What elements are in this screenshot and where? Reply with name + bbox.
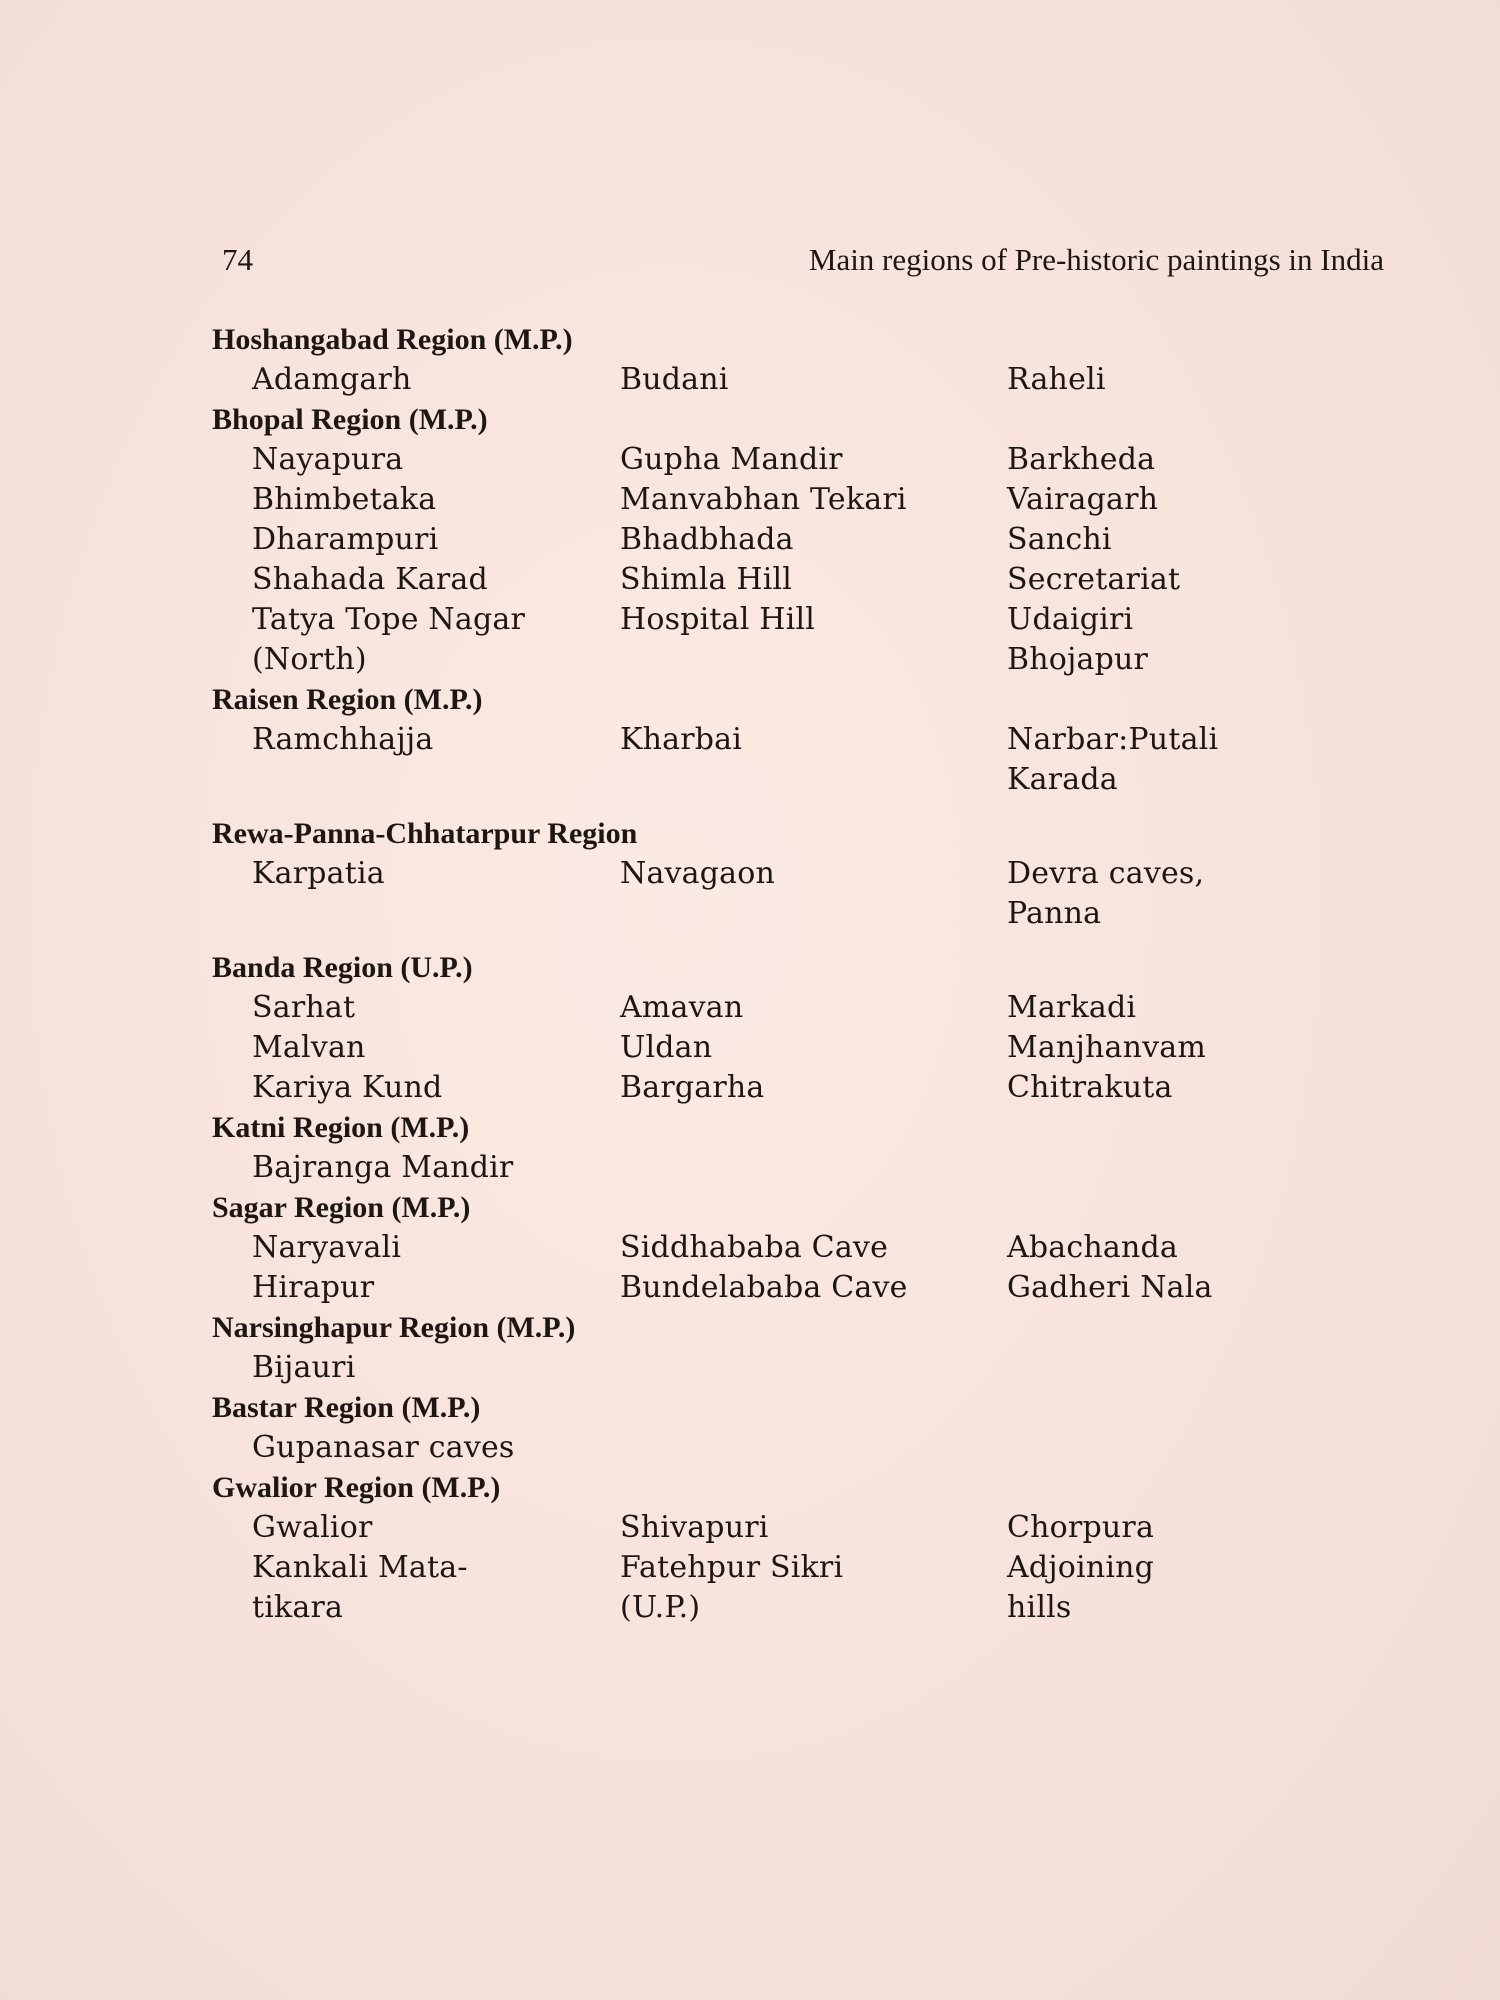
site-name: Gwalior	[252, 1510, 373, 1545]
site-rows	[212, 1348, 1362, 1388]
site-name: Tatya Tope Nagar	[252, 602, 525, 637]
site-name: tikara	[252, 1590, 344, 1625]
site-name: Sanchi	[1007, 522, 1112, 557]
site-row	[252, 894, 1362, 934]
region-section	[212, 1188, 1362, 1308]
site-name: Sarhat	[252, 990, 356, 1025]
region-title: Sagar Region (M.P.)	[212, 1191, 471, 1224]
site-name	[620, 640, 1007, 680]
site-name	[1007, 1428, 1307, 1468]
site-name: Kharbai	[620, 722, 743, 757]
site-name: Barkheda	[1007, 442, 1156, 477]
site-name: Raheli	[1007, 362, 1106, 397]
site-name: Nayapura	[252, 442, 404, 477]
site-name: Ramchhajja	[252, 722, 434, 757]
site-name: Adamgarh	[252, 362, 412, 397]
region-title: Bhopal Region (M.P.)	[212, 403, 488, 436]
page-number: 74	[222, 242, 253, 277]
site-name: Dharampuri	[252, 522, 439, 557]
region-title: Narsinghapur Region (M.P.)	[212, 1311, 576, 1344]
site-name: Karpatia	[252, 856, 385, 891]
site-name: Karada	[1007, 762, 1118, 797]
site-row	[252, 1548, 1362, 1588]
region-title: Hoshangabad Region (M.P.)	[212, 323, 573, 356]
site-name: Shivapuri	[620, 1510, 769, 1545]
site-name: Markadi	[1007, 990, 1137, 1025]
region-section	[212, 1388, 1362, 1468]
site-name	[620, 894, 1007, 934]
site-name	[620, 1428, 1007, 1468]
site-name: Narbar:Putali	[1007, 722, 1219, 757]
region-title: Bastar Region (M.P.)	[212, 1391, 481, 1424]
section-spacer	[212, 800, 1362, 814]
site-rows	[212, 1148, 1362, 1188]
site-name: Amavan	[620, 990, 744, 1025]
site-row	[252, 1268, 1362, 1308]
site-name: Devra caves,	[1007, 856, 1205, 891]
site-name: Abachanda	[1007, 1230, 1178, 1265]
site-name: Bhadbhada	[620, 522, 794, 557]
site-row	[252, 440, 1362, 480]
site-name: Navagaon	[620, 856, 776, 891]
site-name: Siddhababa Cave	[620, 1230, 889, 1265]
site-name: Manjhanvam	[1007, 1030, 1207, 1065]
region-title: Katni Region (M.P.)	[212, 1111, 470, 1144]
site-name: Bargarha	[620, 1070, 765, 1105]
site-name: Bundelababa Cave	[620, 1270, 908, 1305]
site-name	[252, 760, 620, 800]
site-name: Gupha Mandir	[620, 442, 843, 477]
site-row	[252, 640, 1362, 680]
region-section	[212, 814, 1362, 948]
site-name: Kankali Mata-	[252, 1550, 468, 1585]
site-rows	[212, 1428, 1362, 1468]
site-row	[252, 854, 1362, 894]
site-name: Shahada Karad	[252, 562, 488, 597]
site-rows	[212, 988, 1362, 1108]
site-rows	[212, 720, 1362, 800]
region-section	[212, 1308, 1362, 1388]
site-name: Hospital Hill	[620, 602, 816, 637]
site-name: Bhimbetaka	[252, 482, 437, 517]
site-name: Hirapur	[252, 1270, 375, 1305]
site-name: Udaigiri	[1007, 602, 1134, 637]
site-row	[252, 1228, 1362, 1268]
site-name: Gupanasar caves	[252, 1430, 515, 1465]
site-name: Bijauri	[252, 1350, 356, 1385]
site-row	[252, 988, 1362, 1028]
site-name	[620, 1348, 1007, 1388]
region-title: Banda Region (U.P.)	[212, 951, 473, 984]
site-name: Adjoining	[1007, 1550, 1155, 1585]
region-section	[212, 1108, 1362, 1188]
region-section	[212, 680, 1362, 814]
region-title: Rewa-Panna-Chhatarpur Region	[212, 817, 638, 850]
site-row	[252, 720, 1362, 760]
section-spacer	[212, 934, 1362, 948]
site-row	[252, 560, 1362, 600]
site-name: hills	[1007, 1590, 1072, 1625]
site-name	[1007, 1148, 1307, 1188]
site-row	[252, 1068, 1362, 1108]
site-name: Naryavali	[252, 1230, 402, 1265]
site-rows	[212, 1228, 1362, 1308]
site-rows	[212, 854, 1362, 934]
region-title: Gwalior Region (M.P.)	[212, 1471, 501, 1504]
site-row	[252, 360, 1362, 400]
site-row	[252, 1588, 1362, 1628]
site-name	[620, 760, 1007, 800]
region-section	[212, 400, 1362, 680]
site-row	[252, 1028, 1362, 1068]
site-row	[252, 520, 1362, 560]
site-row	[252, 1148, 1362, 1188]
site-name	[620, 1148, 1007, 1188]
site-name: Chitrakuta	[1007, 1070, 1173, 1105]
site-row	[252, 480, 1362, 520]
running-title: Main regions of Pre-historic paintings in India	[808, 242, 1384, 277]
region-section	[212, 1468, 1362, 1628]
site-name: Bhojapur	[1007, 642, 1149, 677]
site-rows	[212, 1508, 1362, 1628]
site-name: Secretariat	[1007, 562, 1181, 597]
site-row	[252, 1348, 1362, 1388]
region-title: Raisen Region (M.P.)	[212, 683, 483, 716]
site-name: Panna	[1007, 896, 1102, 931]
region-section	[212, 320, 1362, 400]
site-row	[252, 1508, 1362, 1548]
page-header	[222, 240, 1384, 280]
site-name: Chorpura	[1007, 1510, 1155, 1545]
site-name: (U.P.)	[620, 1590, 701, 1625]
site-name: Malvan	[252, 1030, 366, 1065]
site-rows	[212, 440, 1362, 680]
site-name: Fatehpur Sikri	[620, 1550, 844, 1585]
region-section	[212, 948, 1362, 1108]
site-name: Budani	[620, 362, 729, 397]
site-row	[252, 600, 1362, 640]
site-name: Kariya Kund	[252, 1070, 443, 1105]
site-row	[252, 760, 1362, 800]
site-name: Uldan	[620, 1030, 713, 1065]
site-name	[252, 894, 620, 934]
site-name: Bajranga Mandir	[252, 1150, 514, 1185]
site-name: Gadheri Nala	[1007, 1270, 1213, 1305]
site-name: Vairagarh	[1007, 482, 1159, 517]
site-name	[1007, 1348, 1307, 1388]
site-name: Manvabhan Tekari	[620, 482, 907, 517]
site-name: (North)	[252, 642, 367, 677]
region-list	[212, 320, 1362, 1628]
site-rows	[212, 360, 1362, 400]
site-name: Shimla Hill	[620, 562, 793, 597]
site-row	[252, 1428, 1362, 1468]
